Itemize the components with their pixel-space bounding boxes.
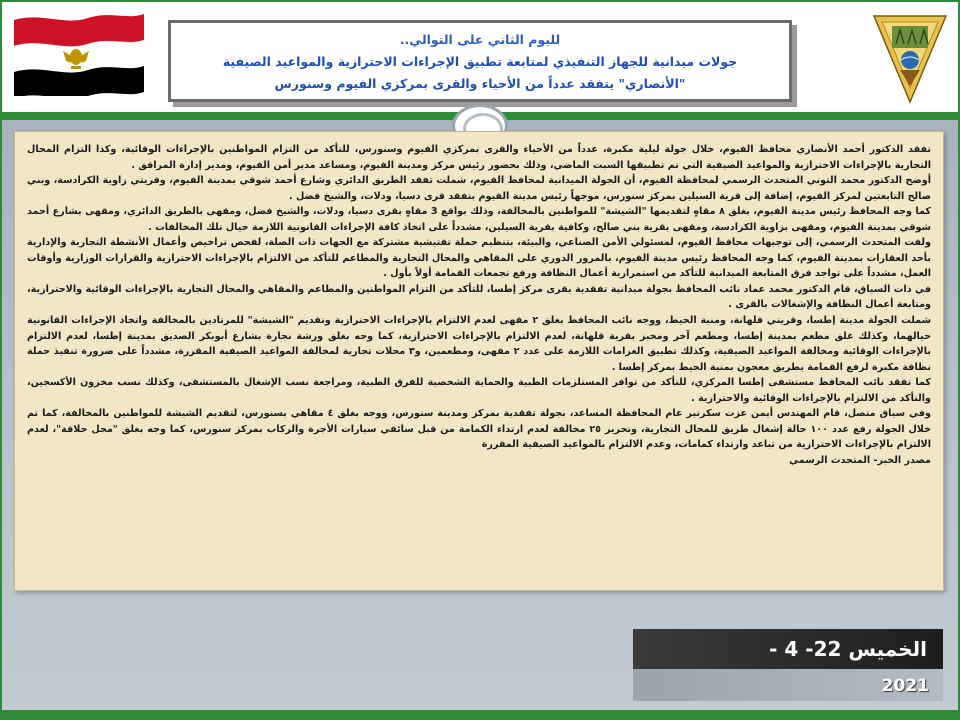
- article-paragraph: ولفت المتحدث الرسمي، إلى توجيهات محافظ الفيوم، لمسئولي الأمن الصناعي، والبيئة، بتنظيم حملة تفتيشية مشتركة مع الجهات ذات الصلة، لفحص تراخيص وأعمال الأنشطة التجارية والإدارية بأحد العقارات بمدينة الفيوم، كما وجه المحافظ رئيس مدينة الفيوم، بالمرور الدوري على المقاهي والمحال التجارية والمطاعم للتأكد من الالتزام بالإجراءات الاحترازية والقرارات الوزارية وأوقات العمل، مشدداً على تواجد فرق المتابعة الميدانية للتأكد من استمرارية أعمال النظافة ورفع تجمعات القمامة أولاً بأول .: [27, 237, 931, 280]
- headline-line-3: "الأنصاري" يتفقد عدداً من الأحياء والقرى بمركزي الفيوم وسنورس: [274, 76, 686, 91]
- headline-box: [168, 20, 792, 102]
- article-source-line: مصدر الخبر- المتحدث الرسمي: [789, 454, 931, 466]
- article-paragraph: كما تفقد نائب المحافظ مستشفى إطسا المركزي، للتأكد من توافر المستلزمات الطبية والحماية الشخصية للفرق الطبية، ومراجعة نسب الإشغال بالمستشفى، وكذلك نسب مخزون الأكسجين، والتأكد من الالتزام بالإجراءات الوقائية والاحترازية .: [27, 377, 931, 404]
- date-day-line: الخميس 22- 4 -: [633, 629, 943, 669]
- article-paragraph: في ذات السياق، قام الدكتور محمد عماد نائب المحافظ بجولة ميدانية تفقدية بقرى مركز إطسا، للتأكد من التزام المواطنين والمطاعم والمقاهي والمحال التجارية بالإجراءات الوقائية والاحترازية، ومتابعة أعمال النظافة والإشغالات بالقرى .: [27, 283, 931, 311]
- bottom-divider-band: [2, 710, 958, 718]
- article-body: [14, 131, 944, 591]
- date-box: [633, 629, 943, 701]
- governorate-logo-icon: [870, 8, 950, 104]
- article-paragraph: وفي سياق متصل، قام المهندس أيمن عزت سكرتير عام المحافظة المساعد، بجولة تفقدية بمركز ومدينة سنورس، ووجه بغلق ٤ مقاهي بسنورس، لتقديم الشيشة للمواطنين بالمخالفة، كما تم خلال الجولة رفع عدد ١٠٠ حالة إشغال طريق للمحال التجارية، وتحرير ٢٥ مخالفة لعدم ارتداء الكمامة من قبل سائقي سيارات الأجرة والركاب بمركز سنورس، كما وجه بغلق "محل حلاقة"، لعدم الالتزام بالإجراءات الاحترازية من تباعد وارتداء كمامات، وعدم الالتزام بالمواعيد الصيفية المقررة: [27, 408, 932, 451]
- article-paragraph: كما وجه المحافظ رئيس مدينة الفيوم، بغلق ٨ مقاهٍ لتقديمها "الشيشة" للمواطنين بالمخالفة، وذلك بواقع 3 مقاهٍ بقرى دسيا، ودلات، والشيخ فضل، ومقهى بالطريق الدائري، ومقهى بشارع أحمد شوقي بمدينة الفيوم، ومقهى بزاوية الكرادسة، ومقهى بقرية بني صالح، وكافية بقرية السيلين، مشدداً على اتخاذ كافة الإجراءات القانونية اللازمة حيال تلك المخالفات .: [27, 206, 931, 233]
- article-paragraph: تفقد الدكتور أحمد الأنصاري محافظ الفيوم، خلال جولة ليلية مكبرة، عدداً من الأحياء والقرى بمركزي الفيوم وسنورس، للتأكد من التزام المواطنين بالإجراءات الوقائية، وكذا التزام المحال التجارية بالإجراءات الاحترازية والمواعيد الصيفية التي تم تطبيقها السبت الماضي، وذلك بحضور رئيس مركز ومدينة الفيوم، ومساعد مدير أمن الفيوم، ومدير إدارة المرافق .: [27, 144, 931, 171]
- egypt-flag-icon: [12, 10, 146, 96]
- article-paragraph: أوضح الدكتور محمد التوني المتحدث الرسمي لمحافظة الفيوم، أن الجولة الميدانية لمحافظ الفيوم، شملت تفقد الطريق الدائري وشارع أحمد شوقي بمدينة الفيوم، وقريتي زاوية الكرادسة، وبني صالح التابعتين لمركز الفيوم، إضافة إلى قرية السيلين بمركز سنورس، موجهاً رئيس مدينة الفيوم بتفقد قرى دسيا، ودلات، والشيخ فضل .: [27, 175, 931, 202]
- date-year: 2021: [633, 669, 943, 701]
- headline-line-2: جولات ميدانية للجهاز التنفيذي لمتابعة تطبيق الإجراءات الاحترازية والمواعيد الصيفية: [222, 54, 738, 69]
- article-paragraph: شملت الجولة مدينة إطسا، وقريتي قلهانة، ومنية الحيط، ووجه نائب المحافظ بغلق ٢ مقهى لعدم الالتزام بالإجراءات الاحترازية وتقديم "الشيشة" للمرتادين بالمخالفة واتخاذ الإجراءات القانونية حيالهما، وكذلك غلق مطعم بمدينة إطسا، ومطعم آخر ومخبز بقرية قلهانة، لعدم الالتزام بالإجراءات الاحترازية، كما وجه بغلق ورشة نجارة بشارع أبوبكر الصديق بمدينة إطسا، لعدم الالتزام بالإجراءات الوقائية ومخالفة المواعيد الصيفية، وكذلك تطبيق الغرامات اللازمة على عدد ٢ مقهى، ومطعمين، و٣ محلات تجارية لمخالفة المواعيد الصيفية المقررة، مشدداً على ضرورة تنفيذ حملة نظافة مكبرة لرفع القمامة بطريق معجون بمنية الحيط بمركز إطسا .: [27, 315, 932, 373]
- headline-line-1: لليوم الثاني على التوالي..: [399, 32, 561, 47]
